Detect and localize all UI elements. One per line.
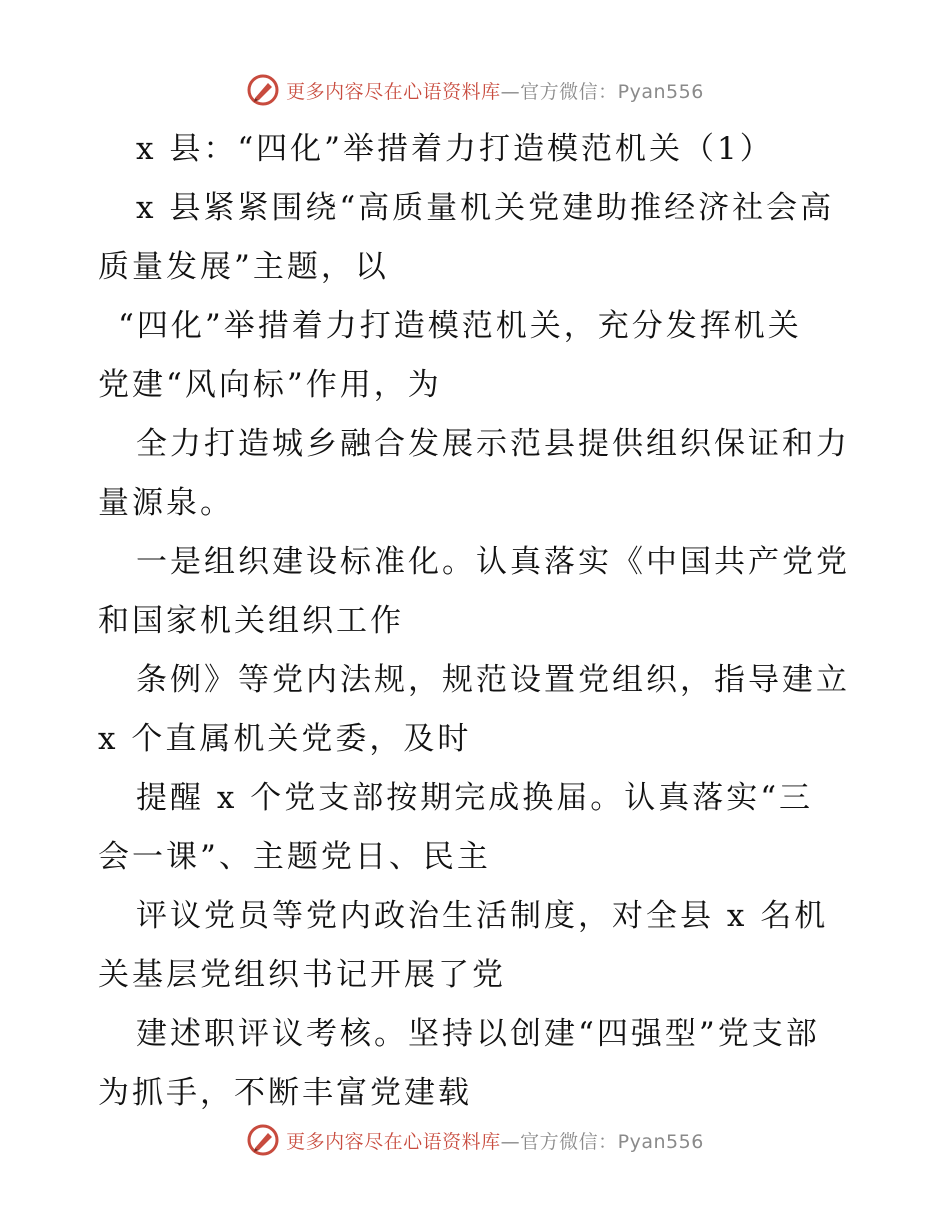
- watermark-text: [286, 1127, 704, 1154]
- watermark-contact: 官方微信：Pyan556: [520, 80, 704, 103]
- paragraph-line: “四化”举措着力打造模范机关，充分发挥机关: [118, 308, 802, 344]
- paragraph-line: 提醒 x 个党支部按期完成换届。认真落实“三: [136, 780, 814, 816]
- watermark-brand: 更多内容尽在心语资料库: [286, 1130, 501, 1153]
- watermark-text: [286, 77, 704, 104]
- footer-watermark: [0, 1120, 950, 1160]
- watermark-brand: 更多内容尽在心语资料库: [286, 80, 501, 103]
- paragraph-line: 建述职评议考核。坚持以创建“四强型”党支部: [136, 1016, 820, 1052]
- paragraph-line: x 县紧紧围绕“高质量机关党建助推经济社会高: [136, 190, 835, 226]
- pen-logo-icon: [246, 73, 280, 107]
- document-body: [98, 120, 858, 1123]
- paragraph-line: 会一课”、主题党日、民主: [98, 839, 491, 875]
- watermark-contact: 官方微信：Pyan556: [520, 1130, 704, 1153]
- header-watermark: [0, 70, 950, 110]
- paragraph-line: 全力打造城乡融合发展示范县提供组织保证和力: [136, 426, 850, 462]
- paragraph-line: 条例》等党内法规，规范设置党组织，指导建立: [136, 662, 850, 698]
- document-title: x 县：“四化”举措着力打造模范机关（1）: [136, 131, 774, 167]
- paragraph-line: 量源泉。: [98, 485, 234, 521]
- watermark-separator: —: [500, 80, 521, 103]
- paragraph-line: 党建“风向标”作用，为: [98, 367, 442, 403]
- paragraph-line: 评议党员等党内政治生活制度，对全县 x 名机: [136, 898, 829, 934]
- paragraph-line: 质量发展”主题，以: [98, 249, 389, 285]
- pen-logo-icon: [246, 1123, 280, 1157]
- paragraph-line: 和国家机关组织工作: [98, 603, 404, 639]
- paragraph-line: 一是组织建设标准化。认真落实《中国共产党党: [136, 544, 850, 580]
- paragraph-line: 为抓手，不断丰富党建载: [98, 1075, 472, 1111]
- watermark-separator: —: [500, 1130, 521, 1153]
- paragraph-line: 关基层党组织书记开展了党: [98, 957, 506, 993]
- paragraph-line: x 个直属机关党委，及时: [98, 721, 472, 757]
